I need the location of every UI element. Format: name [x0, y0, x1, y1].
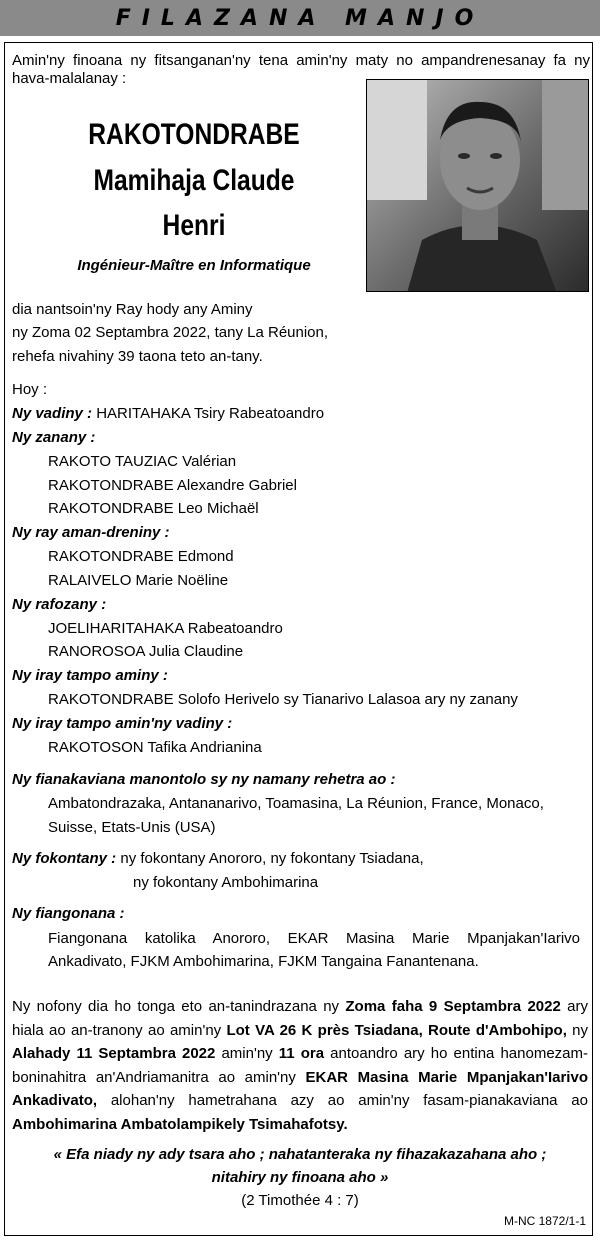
children-label: Ny zanany :: [12, 429, 96, 446]
inlaw-label: Ny iray tampo amin'ny vadiny :: [12, 715, 233, 732]
funeral-burial-place: Ambohimarina Ambatolampikely Tsimahafotsy.: [12, 1115, 348, 1133]
deceased-firstname-1: Mamihaja Claude: [93, 164, 295, 197]
sibling-1: JOELIHARITAHAKA Rabeatoandro: [48, 620, 283, 637]
uncle-label: Ny iray tampo aminy :: [12, 667, 168, 684]
parent-1: RAKOTONDRABE Edmond: [48, 548, 234, 565]
funeral-text-5: antoandro ary ho entina hanomezam-boninahitra an'Andriamanitra ao amin'ny: [12, 1045, 589, 1086]
funeral-church: EKAR Masina Marie Mpanjakan'Iarivo Ankadivato,: [12, 1068, 588, 1109]
fokontany-text-1: ny fokontany Anororo, ny fokontany Tsiadana,: [120, 850, 424, 867]
relatives-line-1: Ambatondrazaka, Antananarivo, Toamasina, La Réunion, France, Monaco,: [48, 795, 544, 812]
funeral-text-6: alohan'ny hametrahana azy ao amin'ny fasam-pianakaviana ao: [97, 1092, 588, 1109]
relatives-line-2: Suisse, Etats-Unis (USA): [48, 819, 216, 836]
deceased-surname: RAKOTONDRABE: [88, 118, 300, 151]
relatives-label: Ny fianakaviana manontolo sy ny namany rehetra ao :: [12, 771, 396, 788]
death-line-3: rehefa nivahiny 39 taona teto an-tany.: [12, 348, 263, 365]
portrait-icon: [367, 80, 589, 292]
deceased-firstname-2: Henri: [162, 209, 226, 242]
funeral-text-2: ary hiala ao an-tranony ao amin'ny: [12, 998, 588, 1039]
death-line-1: dia nantsoin'ny Ray hody any Aminy: [12, 301, 253, 318]
spouse-label: Ny vadiny :: [12, 405, 93, 422]
siblings-label: Ny rafozany :: [12, 596, 107, 613]
funeral-arrival-date: Zoma faha 9 Septambra 2022: [345, 998, 561, 1015]
fokontany-label: Ny fokontany :: [12, 850, 117, 867]
funeral-time: 11 ora: [278, 1045, 325, 1062]
hoy-label: Hoy :: [12, 381, 48, 398]
parent-2: RALAIVELO Marie Noëline: [48, 572, 229, 589]
funeral-paragraph: [12, 995, 588, 1136]
uncle-names: RAKOTONDRABE Solofo Herivelo sy Tianarivo Lalasoa ary ny zanany: [48, 691, 518, 708]
child-1: RAKOTO TAUZIAC Valérian: [48, 453, 237, 470]
fokontany-line-1: [12, 850, 424, 867]
quote-line-2: nitahiry ny finoana aho »: [211, 1169, 389, 1186]
quote-reference: (2 Timothée 4 : 7): [241, 1192, 359, 1209]
header-banner: [0, 0, 600, 36]
header-title: FILAZANA MANJO: [115, 6, 485, 31]
funeral-text-3: ny: [566, 1021, 589, 1039]
church-text: Fiangonana katolika Anororo, EKAR Masina Marie Mpanjakan'Iarivo Ankadivato, FJKM Ambohimarina, FJKM Tangaina Fanantenana.: [48, 930, 580, 970]
deceased-profession: Ingénieur-Maître en Informatique: [77, 257, 311, 274]
death-line-2: ny Zoma 02 Septambra 2022, tany La Réunion,: [12, 324, 329, 341]
funeral-text-4: amin'ny: [215, 1045, 279, 1062]
child-2: RAKOTONDRABE Alexandre Gabriel: [48, 477, 297, 494]
funeral-date: Alahady 11 Septambra 2022: [12, 1045, 216, 1062]
spouse-name: HARITAHAKA Tsiry Rabeatoandro: [96, 405, 325, 422]
inlaw-name: RAKOTOSON Tafika Andrianina: [48, 739, 262, 756]
quote-line-1: « Efa niady ny ady tsara aho ; nahatanteraka ny fihazakazahana aho ;: [53, 1146, 547, 1163]
church-label: Ny fiangonana :: [12, 905, 125, 922]
funeral-text-1: Ny nofony dia ho tonga eto an-tanindrazana ny: [12, 998, 346, 1015]
funeral-address: Lot VA 26 K près Tsiadana, Route d'Ambohipo,: [226, 1021, 567, 1039]
child-3: RAKOTONDRABE Leo Michaël: [48, 500, 259, 517]
sibling-2: RANOROSOA Julia Claudine: [48, 643, 244, 660]
parents-label: Ny ray aman-dreniny :: [12, 524, 170, 541]
intro-text: Amin'ny finoana ny fitsanganan'ny tena amin'ny maty no ampandrenesanay fa ny hava-malalanay :: [12, 52, 590, 87]
notice-code: M-NC 1872/1-1: [503, 1214, 586, 1228]
portrait-photo: [366, 79, 589, 292]
fokontany-line-2: ny fokontany Ambohimarina: [133, 874, 319, 891]
spouse-line: [12, 405, 324, 422]
